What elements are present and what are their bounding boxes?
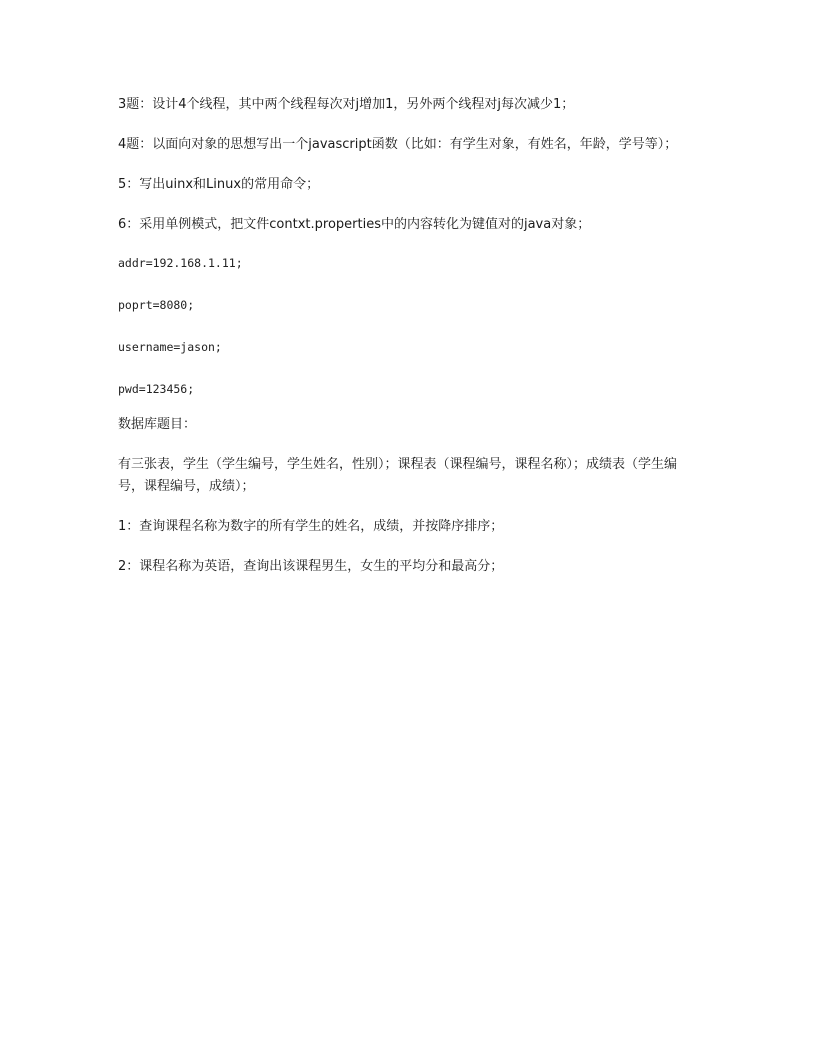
section-heading-database: 数据库题目： (118, 417, 197, 432)
database-question-2: 2：课程名称为英语，查询出该课程男生，女生的平均分和最高分； (118, 559, 504, 574)
database-question-1: 1：查询课程名称为数字的所有学生的姓名，成绩，并按降序排序； (118, 519, 504, 534)
question-6: 6：采用单例模式，把文件contxt.properties中的内容转化为键值对的java对象； (118, 217, 591, 232)
question-5: 5：写出uinx和Linux的常用命令； (118, 177, 320, 192)
question-4: 4题：以面向对象的思想写出一个javascript函数（比如：有学生对象，有姓名，年龄，学号等）； (118, 137, 678, 152)
config-line-addr: addr=192.168.1.11; (118, 256, 243, 270)
config-line-port: poprt=8080; (118, 298, 195, 312)
config-line-username: username=jason; (118, 340, 222, 354)
document-body (118, 94, 698, 596)
config-line-pwd: pwd=123456; (118, 382, 195, 396)
question-3: 3题：设计4个线程，其中两个线程每次对j增加1，另外两个线程对j每次减少1； (118, 97, 575, 112)
database-tables-description: 有三张表，学生（学生编号，学生姓名，性别）；课程表（课程编号，课程名称）；成绩表（学生编号，课程编号，成绩）； (118, 457, 678, 494)
